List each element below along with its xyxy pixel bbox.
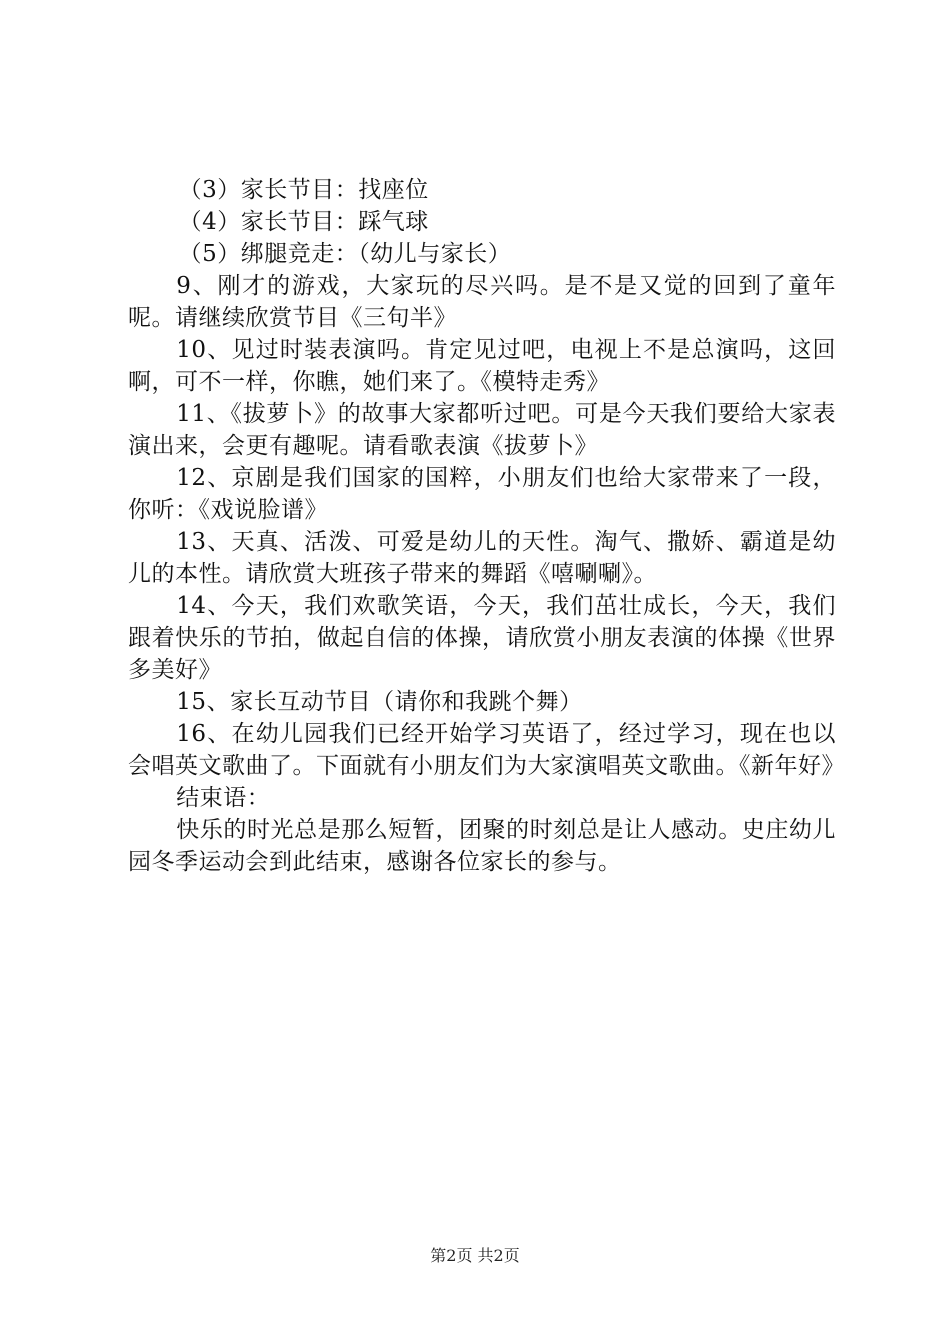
closing-heading: 结束语： (176, 785, 271, 811)
paragraph-item-14: 14、今天，我们欢歌笑语，今天，我们茁壮成长，今天，我们跟着快乐的节拍，做起自信的体操，请欣赏小朋友表演的体操《世界多美好》 (128, 593, 836, 683)
paragraph-sub-item-4: （4）家长节目：踩气球 (178, 209, 429, 235)
paragraph-sub-item-5: （5）绑腿竞走：（幼儿与家长） (178, 241, 512, 267)
paragraph-item-15: 15、家长互动节目（请你和我跳个舞） (176, 689, 583, 715)
paragraph-item-11: 11、《拔萝卜》的故事大家都听过吧。可是今天我们要给大家表演出来，会更有趣呢。请看歌表演《拔萝卜》 (128, 401, 836, 459)
closing-paragraph: 快乐的时光总是那么短暂，团聚的时刻总是让人感动。史庄幼儿园冬季运动会到此结束，感谢各位家长的参与。 (128, 817, 836, 875)
paragraph-sub-item-3: （3）家长节目：找座位 (178, 177, 429, 203)
document-body (128, 174, 845, 878)
paragraph-item-10: 10、见过时装表演吗。肯定见过吧，电视上不是总演吗，这回啊，可不一样，你瞧，她们来了。《模特走秀》 (128, 337, 836, 395)
page-number-label: 第2页 共2页 (430, 1246, 520, 1265)
paragraph-item-13: 13、天真、活泼、可爱是幼儿的天性。淘气、撒娇、霸道是幼儿的本性。请欣赏大班孩子带来的舞蹈《嘻唰唰》。 (128, 529, 836, 587)
paragraph-item-12: 12、京剧是我们国家的国粹，小朋友们也给大家带来了一段，你听：《戏说脸谱》 (128, 465, 836, 523)
paragraph-item-16: 16、在幼儿园我们已经开始学习英语了，经过学习，现在也以会唱英文歌曲了。下面就有小朋友们为大家演唱英文歌曲。《新年好》 (128, 721, 845, 779)
paragraph-item-9: 9、刚才的游戏，大家玩的尽兴吗。是不是又觉的回到了童年呢。请继续欣赏节目《三句半》 (128, 273, 836, 331)
page-footer (0, 1243, 950, 1266)
